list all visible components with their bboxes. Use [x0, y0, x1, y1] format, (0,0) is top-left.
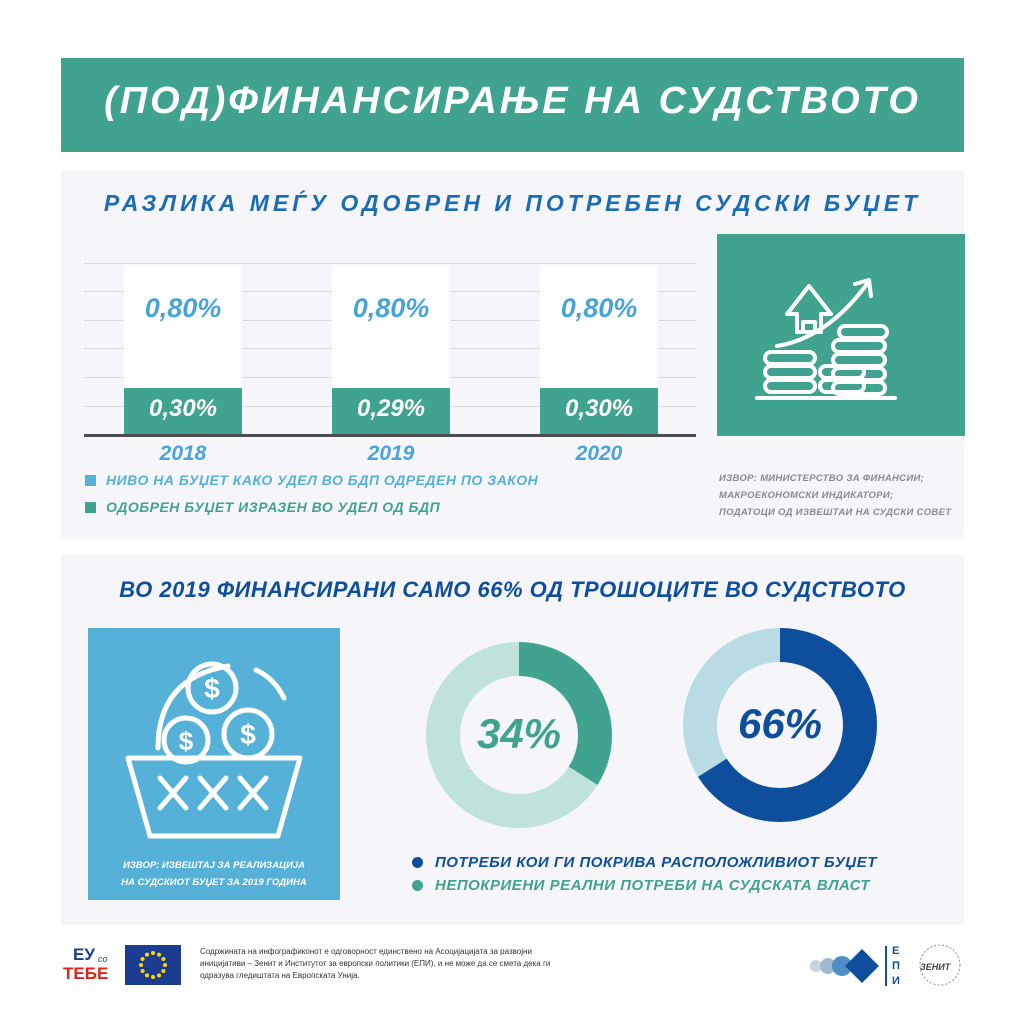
year-label-2018: 2018 [159, 442, 207, 465]
legend-label: НЕПОКРИЕНИ РЕАЛНИ ПОТРЕБИ НА СУДСКАТА ВЛАСТ [435, 877, 871, 894]
legend-item-legal-level [85, 472, 538, 488]
epi-logo-mark [806, 942, 906, 990]
source-line: ИЗВОР: ИЗВЕШТАЈ ЗА РЕАЛИЗАЦИЈА [122, 860, 306, 871]
logo-text: ЕУ [73, 945, 95, 964]
x-axis [84, 434, 696, 437]
donut-label-34: 34% [476, 710, 562, 757]
svg-text:$: $ [178, 726, 194, 756]
eu-flag-icon [125, 945, 181, 985]
logo-text: со [98, 954, 108, 964]
section-2-heading: ВО 2019 ФИНАНСИРАНИ САМО 66% ОД ТРОШОЦИТЕ ВО СУДСТВОТО [119, 577, 906, 602]
eu-so-tebe-logo [63, 945, 123, 985]
legend-item-uncovered [412, 877, 870, 894]
source-line: ИЗВОР: МИНИСТЕРСТВО ЗА ФИНАНСИИ; [719, 473, 925, 484]
legend-label: ПОТРЕБИ КОИ ГИ ПОКРИВА РАСПОЛОЖЛИВИОТ БУЏЕТ [435, 854, 877, 871]
logo-text: ТЕБЕ [63, 964, 109, 983]
disclaimer-text: Содржината на инфографиконот е одговорност единствено на Асоцијацијата за развојни иницијативи – Зенит и Институтот за европски политики (ЕПИ), и не може да се смета дека ги одразува гледиштата на Европската Унија. [200, 947, 551, 980]
value-approved-2019: 0,29% [356, 395, 426, 422]
legend-item-approved [85, 499, 440, 515]
year-label-2019: 2019 [367, 442, 415, 465]
value-legal-2020: 0,80% [560, 293, 638, 323]
eu-stars-icon [125, 945, 181, 985]
legend-swatch [85, 475, 96, 486]
page-title: (ПОД)ФИНАНСИРАЊЕ НА СУДСТВОТО [104, 80, 921, 122]
legend-item-covered [412, 854, 877, 871]
coin-basket-icon [88, 628, 340, 858]
epi-logo [806, 942, 906, 990]
legend-dot [412, 857, 423, 868]
source-note-1 [719, 470, 959, 521]
value-legal-2019: 0,80% [352, 293, 430, 323]
growth-coins-icon-box [717, 234, 965, 436]
house-coins-growth-icon [717, 234, 965, 436]
year-label-2020: 2020 [575, 442, 623, 465]
source-line: НА СУДСКИОТ БУЏЕТ ЗА 2019 ГОДИНА [121, 877, 307, 888]
legend-label: НИВО НА БУЏЕТ КАКО УДЕЛ ВО БДП ОДРЕДЕН ПО ЗАКОН [106, 472, 539, 488]
value-approved-2020: 0,30% [564, 395, 634, 422]
svg-text:$: $ [240, 719, 256, 750]
zenit-name: ЗЕНИТ [920, 962, 951, 972]
source-line: ПОДАТОЦИ ОД ИЗВЕШТАИ НА СУДСКИ СОВЕТ [719, 507, 952, 518]
value-approved-2018: 0,30% [148, 395, 218, 422]
svg-text:$: $ [204, 673, 220, 704]
donut-label-66: 66% [737, 700, 823, 747]
epi-letters: Е П И [892, 945, 900, 987]
legend-label: ОДОБРЕН БУЏЕТ ИЗРАЗЕН ВО УДЕЛ ОД БДП [106, 499, 441, 515]
value-legal-2018: 0,80% [144, 293, 222, 323]
grid-line [84, 263, 696, 264]
section-1-heading: РАЗЛИКА МЕЃУ ОДОБРЕН И ПОТРЕБЕН СУДСКИ БУЏЕТ [103, 190, 922, 216]
source-note-2 [88, 857, 340, 891]
source-line: МАКРОЕКОНОМСКИ ИНДИКАТОРИ; [719, 490, 894, 501]
title-banner [61, 58, 964, 152]
legend-dot [412, 880, 423, 891]
legend-swatch [85, 502, 96, 513]
